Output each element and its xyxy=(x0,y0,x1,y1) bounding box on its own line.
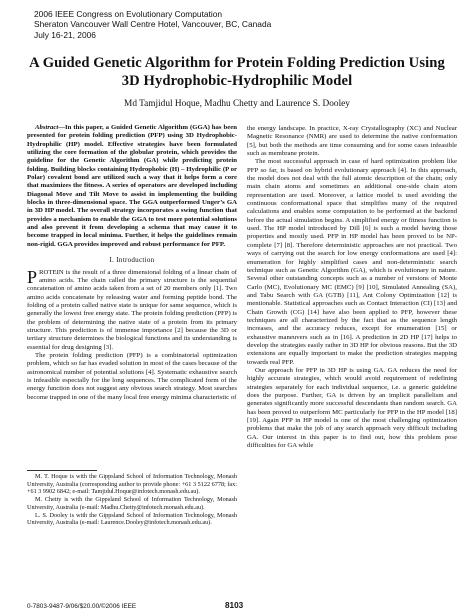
footnote-hoque: M. T. Hoque is with the Gippsland School of Information Technology, Monash University, Australia (corresponding author to provide phone: +61 3 5122 6778; fax: +61 3 9902 6842; e-mail: Tamjidul.Hoque@infotech.monash.edu.au). xyxy=(27,473,237,496)
conference-header xyxy=(34,9,271,40)
intro-paragraph-1-text: ROTEIN is the result of a three dimensional folding of a linear chain of amino acids. The chain called the primary structure is the sequential concatenation of amino acids taken from a set of 20 members only [1]. Two amino acids concatenate by releasing water and forming peptide bond. The folding of a protein called native state is unique for same sequence, which is generally the lowest free energy state. The protein folding prediction (PFP) is the problem of determining the native state of a protein from its primary structure. This prediction is of immense importance [2] because the 3D or tertiary structure determines the biological functions and its understanding is essential for drug designing [3]. xyxy=(27,268,237,351)
footnote-rule xyxy=(27,470,97,471)
page-number: 8103 xyxy=(225,601,244,610)
footnote-dooley: L. S. Dooley is with the Gippsland School of Information Technology, Monash University, Australia (e-mail: Laurence.Dooley@infotech.monash.edu.au). xyxy=(27,511,237,527)
drop-cap: P xyxy=(27,266,38,287)
abstract xyxy=(27,124,237,249)
copyright-line: 0-7803-9487-9/06/$20.00/©2006 IEEE xyxy=(27,603,137,610)
footnote-chetty: M. Chetty is with the Gippsland School of Information Technology, Monash University, Australia (e-mail: Madhu.Chetty@infotech.monash.edu.au). xyxy=(27,496,237,511)
conference-dates: July 16-21, 2006 xyxy=(34,29,96,40)
section-heading-introduction: I. Introduction xyxy=(109,256,155,265)
intro-paragraph-2: The protein folding prediction (PFP) is a combinatorial optimization problem, which so far has evaded solution in most of the cases because of the astronomical number of potential solutions [4]. Systematic exhaustive search is infeasible especially for the long sequences. The complicated form of the energy function does not suggest any obvious search strategy. Most searches become trapped in one of the many local free energy minima characteristic of xyxy=(27,351,237,401)
abstract-text: —In this paper, a Guided Genetic Algorithm (GGA) has been presented for protein folding prediction (PFP) using 3D Hydrophobic-Hydrophilic (HP) model. Effective strategies have been formulated utilizing the core formation of the globular protein, which provides the guideline for the Genetic Algorithm (GA) while predicting protein folding. Building blocks containing Hydrophobic (H) – Hydrophilic (P or Polar) covalent bond are utilized such a way that it helps form a core that maximizes the fitness. A series of operators are developed including Diagonal Move and Tilt Move to assist in implementing the building blocks in three-dimensional space. The GGA outperformed Unger’s GA in 3D HP model. The overall strategy incorporates a swing function that provides a mechanism to enable the GGA to test more potential solutions and also prevent it from developing a schema that may cause it to become trapped in local minima. Further, it helps the guidelines remain non-rigid. GGA provides improved and robust performance for PFP. xyxy=(27,124,237,248)
right-paragraph-2: The most successful approach in case of hard optimization problem like PFP so far, is based on hybrid evolutionary approach [4]. In this approach, the model does not deal with the full atomic description of the chain; only main chain atoms and sometimes an additional one-side chain atom representation are used. Moreover, a lattice model is used avoiding the continuous conformational space that simplifies many of the required calculations and enables some computation to be performed at the backend before the actual simulation begins. A simplified energy or fitness function is used. The HP model introduced by Dill [6] is such a model having those properties and mostly used. PFP in HP model has been proved to be NP-complete [7] [8]. Therefore deterministic approaches are not practical. Two ways of carrying out the search for low energy conformations are used [4]: enumeration for highly simplified cases and non-deterministic search technique such as Genetic Algorithm (GA), which is evolutionary in nature. Several other outstanding concepts such as a number of versions of Monte Carlo (MC), Evolutionary MC (EMC) [9] [10], Simulated Annealing (SA), and Tabu Search with GA (GTB) [11], Ant Colony Optimization [12] is mentionable. Statistical approaches such as Contact Interaction (CI) [13] and Chain Growth (CG) [14] have also been applied to PFP, however these techniques are all characterized by the fact that as the sequence length increases, and the accuracy reduces, except for enumeration [15] or exhaustive maneuvers such as in [16]. A prediction in 2D HP [17] helps to develop the strategies easily rather in 3D HP for obvious reasons. But the 3D extensions are equally important to make the prediction strategies mapping towards real PFP. xyxy=(247,158,457,366)
footnotes xyxy=(27,473,237,527)
author-list: Md Tamjidul Hoque, Madhu Chetty and Laurence S. Dooley xyxy=(124,99,350,109)
title-line-1: A Guided Genetic Algorithm for Protein Folding Prediction Using xyxy=(29,55,445,71)
conference-name: 2006 IEEE Congress on Evolutionary Computation xyxy=(34,9,223,19)
right-column xyxy=(247,125,457,450)
right-paragraph-1: the energy landscape. In practice, X-ray Crystallography (XC) and Nuclear Magnetic Resonance (NMR) are used to determine the native conformation [5], but both the methods are time consuming and for some cases infeasible such as membrane protein. xyxy=(247,125,457,158)
paper-title xyxy=(20,55,454,90)
right-paragraph-3: Our approach for PFP in 3D HP is using GA. GA reduces the need for highly accurate strategies, which would avoid requirement of redefining strategies separately for each individual sequence, i.e. a generic guideline does the purpose. Further, GA is driven by an implicit parallelism and generates significantly more successful descendants than random search. GA has been proved to outperform MC particularly for PFP in the HP model [18] [19]. Again PFP in HP model is one of the most challenging optimization problems that make the job of any search approach very difficult including GA. Our interest in this paper is to find out, how this problem pose difficulties for GA while xyxy=(247,366,457,450)
title-line-2: 3D Hydrophobic-Hydrophilic Model xyxy=(121,72,353,89)
intro-paragraph-1 xyxy=(27,266,237,352)
abstract-label: Abstract xyxy=(35,124,59,131)
left-column xyxy=(27,124,237,402)
conference-venue: Sheraton Vancouver Wall Centre Hotel, Vancouver, BC, Canada xyxy=(34,19,272,30)
